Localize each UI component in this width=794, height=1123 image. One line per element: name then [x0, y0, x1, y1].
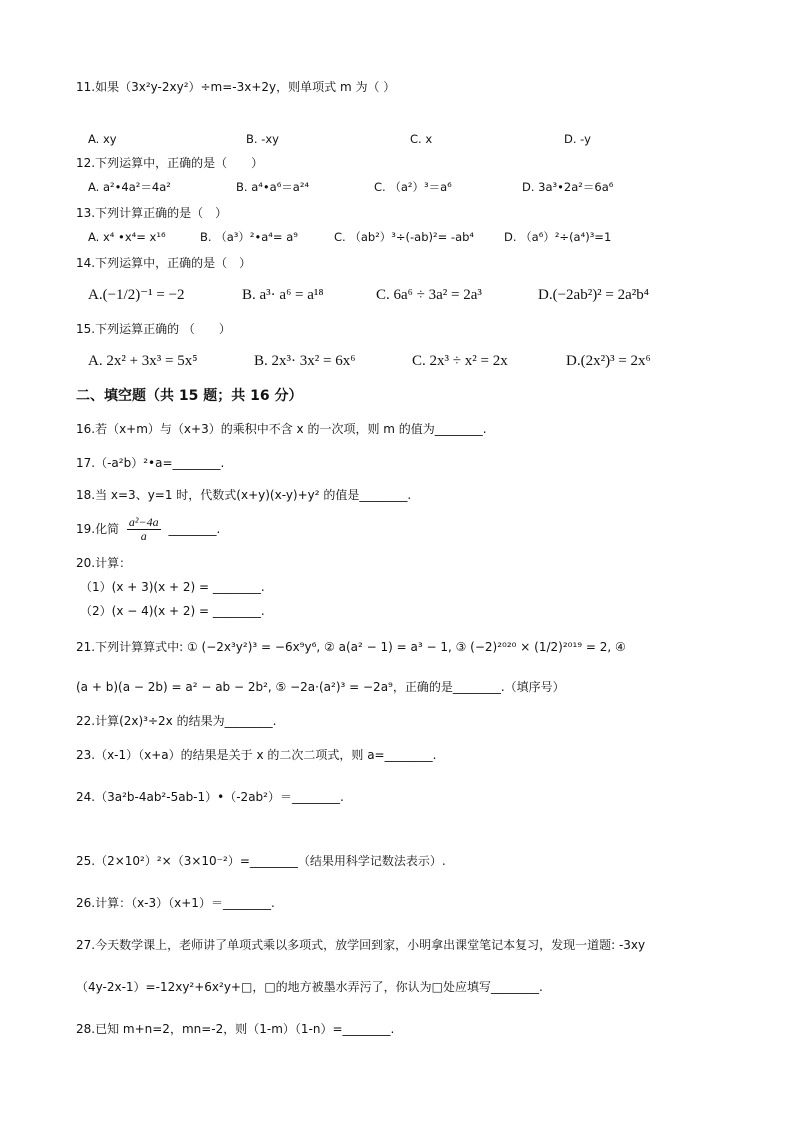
- q14-option-c: C. 6a⁶ ÷ 3a² = 2a³: [376, 287, 482, 303]
- q15-option-b: B. 2x³· 3x² = 6x⁶: [254, 353, 356, 369]
- question-13-stem: 13.下列计算正确的是（ ）: [76, 206, 228, 220]
- question-12-stem: 12.下列运算中，正确的是（ ）: [76, 156, 264, 170]
- question-15-stem: 15.下列运算正确的 （ ）: [76, 322, 231, 336]
- question-22: 22.计算(2x)³÷2x 的结果为________.: [76, 714, 277, 728]
- q12-option-a: A. a²•4a²＝4a²: [88, 180, 171, 194]
- q11-option-b: B. -xy: [246, 132, 279, 146]
- q14-option-a: A.(−1/2)⁻¹ = −2: [88, 287, 185, 303]
- q11-option-d: D. -y: [564, 132, 591, 146]
- question-18: 18.当 x=3、y=1 时，代数式(x+y)(x-y)+y² 的值是________.: [76, 488, 412, 502]
- section-heading: 二、填空题（共 15 题；共 16 分）: [76, 388, 303, 404]
- question-20-stem: 20.计算：: [76, 556, 132, 570]
- q15-option-d: D.(2x²)³ = 2x⁶: [566, 353, 651, 369]
- question-11-stem: 11.如果（3x²y-2xy²）÷m=-3x+2y，则单项式 m 为（ ）: [76, 80, 396, 94]
- q14-option-d: D.(−2ab²)² = 2a²b⁴: [538, 287, 650, 303]
- question-19: [76, 516, 220, 543]
- question-21-line-2: (a + b)(a − 2b) = a² − ab − 2b², ⑤ −2a·(a²)³ = −2a⁹，正确的是________.（填序号）: [76, 680, 565, 694]
- q19-fraction: [127, 516, 161, 543]
- question-24: 24.（3a²b-4ab²-5ab-1）•（-2ab²）＝________.: [76, 790, 344, 804]
- q19-prefix: 19.化简: [76, 522, 120, 536]
- q13-option-c: C. （ab²）³÷(-ab)²= -ab⁴: [334, 230, 475, 244]
- q11-option-c: C. x: [410, 132, 433, 146]
- q11-option-a: A. xy: [88, 132, 117, 146]
- q14-option-b: B. a³· a⁶ = a¹⁸: [242, 287, 324, 303]
- q15-option-a: A. 2x² + 3x³ = 5x⁵: [88, 353, 198, 369]
- q12-option-b: B. a⁴•a⁶＝a²⁴: [236, 180, 310, 194]
- q13-option-d: D. （a⁶）²÷(a⁴)³=1: [504, 230, 612, 244]
- question-23: 23.（x-1）（x+a）的结果是关于 x 的二次二项式，则 a=________.: [76, 748, 437, 762]
- q13-option-b: B. （a³）²•a⁴= a⁹: [200, 230, 298, 244]
- question-27-line-2: （4y-2x-1）=-12xy²+6x²y+□，□的地方被墨水弄污了，你认为□处应填写________.: [76, 980, 543, 994]
- q19-denominator: a: [140, 529, 147, 543]
- q12-option-c: C. （a²）³＝a⁶: [374, 180, 452, 194]
- q20-part-1: （1）(x + 3)(x + 2) = ________.: [80, 580, 265, 594]
- q20-part-2: （2）(x − 4)(x + 2) = ________.: [80, 604, 265, 618]
- question-17: 17.（-a²b）²•a=________.: [76, 456, 225, 470]
- question-27-line-1: 27.今天数学课上，老师讲了单项式乘以多项式，放学回到家，小明拿出课堂笔记本复习，发现一道题: -3xy: [76, 938, 646, 952]
- question-21-line-1: 21.下列计算算式中: ① (−2x³y²)³ = −6x⁹y⁶, ② a(a² − 1) = a³ − 1, ③ (−2)²⁰²⁰ × (1/2)²⁰¹⁹ = 2, ④: [76, 640, 626, 654]
- q13-option-a: A. x⁴ •x⁴= x¹⁶: [88, 230, 166, 244]
- question-28: 28.已知 m+n=2，mn=-2，则（1-m）（1-n）=________.: [76, 1022, 395, 1036]
- q19-numerator: a²−4a: [128, 515, 159, 529]
- q15-option-c: C. 2x³ ÷ x² = 2x: [412, 353, 508, 369]
- question-16: 16.若（x+m）与（x+3）的乘积中不含 x 的一次项，则 m 的值为________.: [76, 422, 487, 436]
- question-26: 26.计算：（x-3）（x+1）＝________.: [76, 896, 275, 910]
- question-14-stem: 14.下列运算中，正确的是（ ）: [76, 256, 252, 270]
- q12-option-d: D. 3a³•2a²＝6a⁶: [522, 180, 614, 194]
- q19-blank: ________.: [168, 522, 221, 536]
- question-25: 25.（2×10²）²×（3×10⁻²）=________（结果用科学记数法表示）.: [76, 854, 446, 868]
